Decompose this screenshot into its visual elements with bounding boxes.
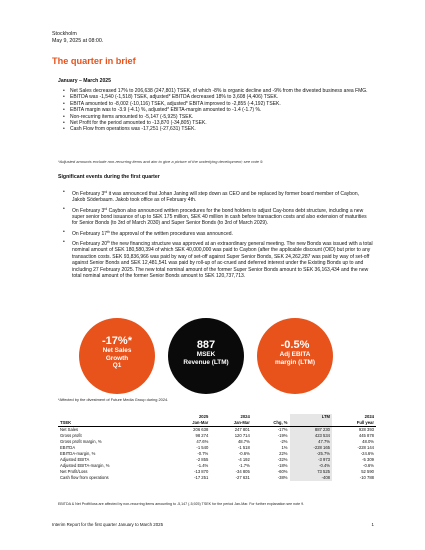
kpi-value: -17%* xyxy=(102,335,132,347)
table-cell: 22% xyxy=(279,451,288,456)
footer-text: Interim Report for the first quarter January to March 2025 xyxy=(52,522,164,527)
list-item: • Net Sales decreased 17% to 206,638 (247,801) TSEK, of which -8% is organic decline and -9% from the divested business area FMG. xyxy=(63,88,381,94)
row-label: Net Sales xyxy=(60,427,79,432)
table-cell: 73 525 xyxy=(290,469,333,475)
city: Stockholm xyxy=(52,31,77,37)
column-header: 2024 xyxy=(364,414,374,419)
column-header: 2025 xyxy=(198,414,209,419)
kpi-adj-ebita-margin xyxy=(257,318,333,394)
table-cell: 423 534 xyxy=(290,433,333,439)
table-cell: 98 274 xyxy=(195,433,209,438)
table-cell: 887 230 xyxy=(290,427,333,434)
row-label: Gross profit margin, % xyxy=(60,439,102,444)
column-header: Full year xyxy=(332,420,376,427)
table-body xyxy=(58,427,376,482)
row-label: Gross profit xyxy=(60,433,82,438)
table-cell: 206 638 xyxy=(193,427,209,432)
row-label: Adjusted EBITA xyxy=(60,457,90,462)
table-cell: -408 xyxy=(290,475,333,481)
list-item: • Non-recurring items amounted to -5,147 (-5,925) TSEK. xyxy=(63,114,381,120)
kpi-label: Adj EBITA xyxy=(279,351,311,358)
table-cell: -3 973 xyxy=(290,457,333,463)
row-label: Adjusted EBITA-margin, % xyxy=(60,463,110,468)
table-cell: -17 251 xyxy=(194,475,209,480)
events-heading: Significant events during the first quarter xyxy=(58,174,160,180)
table-cell: -60% xyxy=(277,469,288,474)
key-figures-table xyxy=(58,414,376,481)
table-cell: -228 144 xyxy=(357,445,374,450)
table-cell: -2 855 xyxy=(196,457,209,462)
table-footnote: EBITDA & Net Profit/loss are affected by non-recurring items amounting to -5,147 (-5,925) TSEK for the period Jan-Mar. For further explanation see note 9. xyxy=(58,502,305,506)
table-cell: -25.7% xyxy=(290,451,333,457)
table-cell: -18% xyxy=(277,463,288,468)
table-cell: -13 870 xyxy=(194,469,209,474)
column-header: Jan-Mar xyxy=(210,420,252,427)
table-cell: -19% xyxy=(277,433,288,438)
ordinal-suffix: th xyxy=(107,229,110,234)
table-cell: -1.7% xyxy=(238,463,250,468)
row-label: Net Profit/Loss xyxy=(60,469,88,474)
table-cell: 445 878 xyxy=(358,433,374,438)
ordinal-suffix: rd xyxy=(104,206,108,211)
event-text-rest: the new financing structure was approved at an extraordinary general meeting. The new Bonds was issued with a total nominal amount of SEK 180,580,394 of which SEK 40,000,000 was paid to Caybon (after the applicable discount (OID) but prior to any transaction costs. SEK 93,836,966 was paid by way of set-off against Super Senior Bonds, SEK 24,262,287 was paid by way of set-off against Senior Bonds and SEK 12,481,541 was paid by roll-up of ac-crued and deferred interest under the Existing Bonds up to and including 27 February 2025. The new total nominal amount of the former Super Senior Bonds amount to SEK 36,163,434 and the new total nominal amount of the former Senior Bonds amount to SEK 120,737,713. xyxy=(72,240,373,280)
event-item xyxy=(63,206,373,227)
column-header: LTM xyxy=(290,414,333,420)
event-item xyxy=(63,229,373,237)
kpi-label: margin (LTM) xyxy=(275,358,315,366)
table-cell: -4 192 xyxy=(237,457,250,462)
release-date: May 9, 2025 at 08:00. xyxy=(52,37,104,44)
table-cell: -228 165 xyxy=(290,445,333,451)
table-cell: -32% xyxy=(277,457,288,462)
table-cell: -1 540 xyxy=(196,445,209,450)
page-title: The quarter in brief xyxy=(52,56,136,66)
table-cell: 47.6% xyxy=(196,439,209,444)
kpi-label: Revenue (LTM) xyxy=(183,358,229,366)
kpi-revenue-ltm xyxy=(168,318,244,394)
table-cell: 48.7% xyxy=(237,439,250,444)
dateline xyxy=(52,31,103,44)
ordinal-suffix: rd xyxy=(104,190,108,194)
list-item: • EBITA margin was to -3.9 (-4.1) %, adjusted* EBITA-margin amounted to -1.4 (-1.7) %. xyxy=(63,107,381,113)
event-item xyxy=(63,239,373,280)
table-cell: -10 788 xyxy=(359,475,374,480)
row-label: EBITDA xyxy=(60,445,76,450)
column-header: TSEK xyxy=(58,420,169,427)
event-text-rest: Caybon also announced written procedures for the bond holders to adjust Cay-bons debt structure, including a new super senior bond issuance of up to SEK 175 million, SEK 40 million in cash before transaction costs and also extension of maturities for Senior Bonds (to 3rd of March 2030) and Super Senior Bonds (to 3rd of March 2029). xyxy=(72,207,367,227)
column-header: 2024 xyxy=(240,414,250,419)
table-cell: 120 714 xyxy=(234,433,250,438)
table-cell: -1 518 xyxy=(237,445,250,450)
kpi-label: Growth xyxy=(105,354,129,362)
table-cell: -24.6% xyxy=(360,451,374,456)
adjusted-footnote: *Adjusted amounts exclude non-recurring items and aim to give a picture of the underlying development; see note 9. xyxy=(58,159,264,164)
event-text-rest: it was announced that Johan Janing will step down as CEO and be replaced by former board member of Caybon, Jakob Söderbaum. Jakob took office as of February 4th. xyxy=(72,190,359,204)
ordinal-suffix: th xyxy=(107,239,110,244)
table-cell: -27 631 xyxy=(235,475,250,480)
events-list xyxy=(63,189,373,281)
kpi-value: 887 xyxy=(196,339,216,351)
list-item: • EBITA amounted to -8,002 (-10,116) TSEK, adjusted* EBITA improved to -2,855 (-4,192) TSEK. xyxy=(63,101,381,107)
event-text-start: On February 17 xyxy=(72,230,108,237)
event-text-start: On February 3 xyxy=(72,207,105,214)
table-cell: -2% xyxy=(280,439,288,444)
table-cell: -0.4% xyxy=(290,463,333,469)
table-cell: -5 309 xyxy=(362,457,374,462)
table-cell: 928 393 xyxy=(358,427,374,432)
period-heading: January – March 2025 xyxy=(58,78,111,84)
table-cell: 48.0% xyxy=(362,439,374,444)
kpi-value: -0.5% xyxy=(280,339,310,351)
table-cell: 1% xyxy=(281,445,288,450)
table-cell: -0.6% xyxy=(363,463,374,468)
period-bullet-list xyxy=(63,88,381,133)
table-cell: -34 805 xyxy=(235,469,250,474)
table-cell: 247 801 xyxy=(234,427,250,432)
table-cell: -0.7% xyxy=(197,451,209,456)
table-cell: -17% xyxy=(277,427,288,432)
table-cell: -1.4% xyxy=(197,463,209,468)
list-item: • Net Profit for the period amounted to -13,870 (-34,805) TSEK. xyxy=(63,120,381,126)
table-cell: 52 590 xyxy=(361,469,374,474)
row-label: EBITDA-margin, % xyxy=(60,451,96,456)
table-cell: -38% xyxy=(277,475,288,480)
table-row xyxy=(58,475,376,481)
event-item xyxy=(63,189,373,204)
column-header: Chg, % xyxy=(252,420,290,427)
table-cell: 47.7% xyxy=(290,439,333,445)
column-header: Jan-Mar xyxy=(169,420,211,427)
table-cell: -0.6% xyxy=(238,451,250,456)
row-label: Cash flow from operations xyxy=(60,475,109,480)
event-text-start: On February 3 xyxy=(72,190,105,197)
kpi-label: Net Sales xyxy=(102,347,132,354)
kpi-net-sales-growth xyxy=(79,318,155,394)
kpi-footnote: *Affected by the divestment of Future Media Group during 2024. xyxy=(58,397,169,402)
list-item: • EBITDA was -1,540 (-1,518) TSEK, adjusted* EBITDA decreased 18% to 3,608 (4,406) TSEK. xyxy=(63,94,381,100)
page-number: 1 xyxy=(371,522,374,527)
event-text-start: On February 20 xyxy=(72,240,108,247)
event-text-rest: the approval of the written procedures was announced. xyxy=(109,230,233,237)
kpi-label: MSEK xyxy=(196,351,216,358)
list-item: • Cash Flow from operations was -17,251 (-27,631) TSEK. xyxy=(63,126,381,132)
page-footer xyxy=(52,522,374,527)
kpi-label: Q1 xyxy=(112,362,122,370)
